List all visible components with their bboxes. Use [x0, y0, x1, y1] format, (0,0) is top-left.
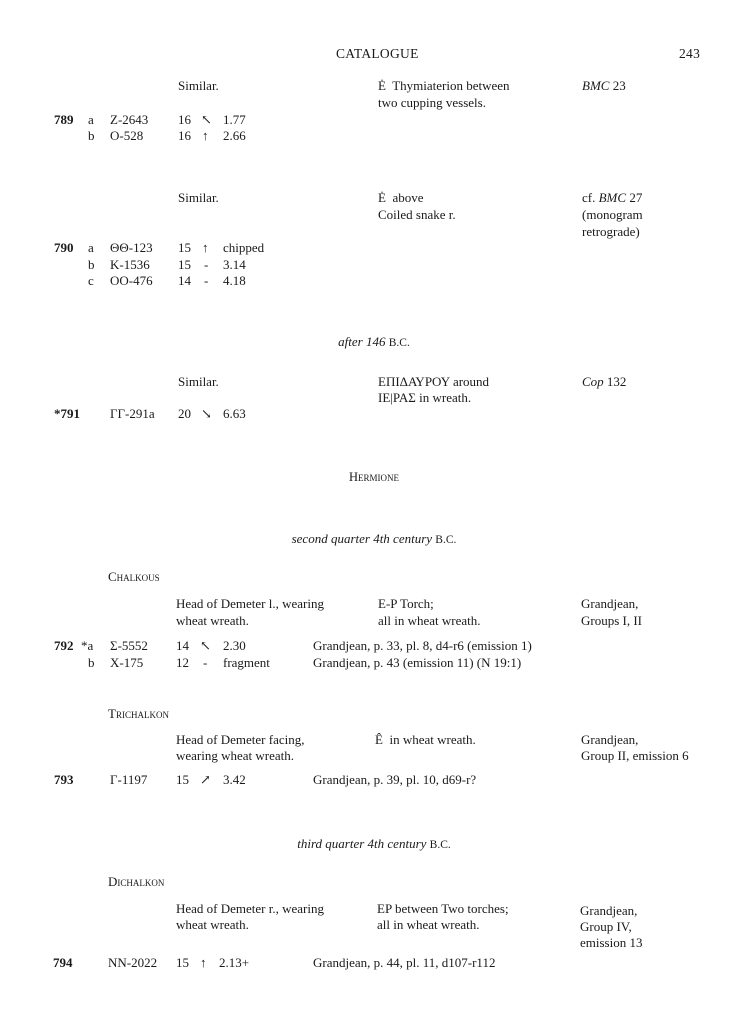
- reference-number: 132: [606, 374, 627, 389]
- reference: Grandjean,: [580, 903, 638, 918]
- inventory-number: O-528: [110, 128, 144, 143]
- diameter: 12: [176, 655, 189, 670]
- reverse-desc-line2: two cupping vessels.: [378, 95, 486, 110]
- reference: [582, 78, 626, 94]
- obverse-desc-line2: wheat wreath.: [176, 917, 249, 932]
- variant-letter: b: [88, 655, 95, 670]
- reverse-text: in wheat wreath.: [389, 732, 476, 747]
- die-axis-arrow-icon: ↑: [200, 955, 207, 970]
- period-text: after 146: [338, 334, 386, 349]
- variant-letter: b: [88, 257, 95, 272]
- reference-prefix: cf.: [582, 190, 596, 205]
- obverse-desc: Similar.: [178, 78, 219, 93]
- reference-source: BMC: [582, 78, 610, 93]
- weight: 6.63: [223, 406, 246, 421]
- inventory-number: OO-476: [110, 273, 153, 288]
- reverse-mark: Ê: [375, 732, 383, 747]
- die-axis-dash: -: [204, 257, 209, 272]
- reference: [582, 190, 642, 206]
- obverse-desc: Head of Demeter l., wearing: [176, 596, 324, 611]
- bibliographic-note: Grandjean, p. 33, pl. 8, d4-r6 (emission 1): [313, 638, 532, 653]
- diameter: 20: [178, 406, 191, 421]
- diameter: 15: [178, 240, 191, 255]
- weight: fragment: [223, 655, 270, 670]
- diameter: 14: [178, 273, 191, 288]
- reference-note: (monogram: [582, 207, 643, 222]
- obverse-desc: Similar.: [178, 374, 219, 389]
- reverse-mark: Ė: [378, 78, 386, 93]
- period-text: second quarter 4th century: [291, 531, 433, 546]
- inventory-number: X-175: [110, 655, 144, 670]
- reference-source: BMC: [598, 190, 627, 205]
- die-axis-arrow-icon: ↑: [202, 240, 209, 255]
- die-axis-arrow-icon: ↗: [200, 772, 211, 787]
- die-axis-dash: -: [204, 273, 209, 288]
- reference-source: Cop: [582, 374, 604, 389]
- reverse-desc: [378, 78, 510, 94]
- entry-number: 794: [53, 955, 73, 970]
- reverse-text: Thymiaterion between: [392, 78, 510, 93]
- inventory-number: K-1536: [110, 257, 150, 272]
- weight: chipped: [223, 240, 265, 255]
- die-axis-dash: -: [203, 655, 208, 670]
- inventory-number: Z-2643: [110, 112, 149, 127]
- bibliographic-note: Grandjean, p. 43 (emission 11) (N 19:1): [313, 655, 522, 670]
- inventory-number: Γ-1197: [110, 772, 148, 787]
- period-text: third quarter 4th century: [297, 836, 427, 851]
- reference-number: 27: [629, 190, 643, 205]
- reference-number: 23: [612, 78, 626, 93]
- weight: 3.14: [223, 257, 246, 272]
- reverse-desc-line2: all in wheat wreath.: [378, 613, 481, 628]
- obverse-desc: Head of Demeter r., wearing: [176, 901, 324, 916]
- weight: 2.30: [223, 638, 246, 653]
- die-axis-arrow-icon: ↖: [201, 112, 212, 127]
- reverse-desc: ΕΠΙΔΑΥΡΟΥ around: [378, 374, 490, 389]
- reference: Grandjean,: [581, 732, 639, 747]
- bibliographic-note: Grandjean, p. 39, pl. 10, d69-r?: [313, 772, 477, 787]
- variant-letter: b: [88, 128, 95, 143]
- reverse-text: above: [392, 190, 424, 205]
- reverse-desc-line2: all in wheat wreath.: [377, 917, 480, 932]
- inventory-number: Σ-5552: [110, 638, 148, 653]
- entry-number: 790: [54, 240, 74, 255]
- period-suffix: B.C.: [429, 839, 451, 851]
- reverse-desc: EP between Two torches;: [377, 901, 509, 916]
- diameter: 15: [178, 257, 191, 272]
- entry-number: 793: [54, 772, 74, 787]
- period-heading: [0, 531, 748, 548]
- period-heading: [0, 334, 748, 351]
- denomination-heading: Chalkous: [108, 569, 160, 584]
- entry-number: *791: [54, 406, 80, 421]
- variant-letter: a: [88, 240, 94, 255]
- diameter: 15: [176, 955, 189, 970]
- diameter: 16: [178, 112, 191, 127]
- running-title: CATALOGUE: [336, 46, 419, 61]
- weight: 2.13+: [219, 955, 250, 970]
- reference: Grandjean,: [581, 596, 639, 611]
- reference-line3: emission 13: [580, 935, 643, 950]
- reference-line2: Group II, emission 6: [581, 748, 689, 763]
- weight: 4.18: [223, 273, 246, 288]
- weight: 3.42: [223, 772, 246, 787]
- reference: [582, 374, 626, 390]
- period-suffix: B.C.: [388, 337, 410, 349]
- reverse-desc-line2: ΙΕ|ΡΑΣ in wreath.: [378, 390, 472, 405]
- reverse-desc: E-P Torch;: [378, 596, 434, 611]
- inventory-number: NN-2022: [108, 955, 158, 970]
- reverse-desc: [375, 732, 476, 748]
- obverse-desc: Similar.: [178, 190, 219, 205]
- period-heading: [0, 836, 748, 853]
- die-axis-arrow-icon: ↑: [202, 128, 209, 143]
- weight: 1.77: [223, 112, 246, 127]
- reverse-mark: Ė: [378, 190, 386, 205]
- inventory-number: ΘΘ-123: [110, 240, 153, 255]
- denomination-heading: Dichalkon: [108, 874, 165, 889]
- reverse-desc-line2: Coiled snake r.: [378, 207, 456, 222]
- mint-heading: Hermione: [348, 470, 400, 484]
- denomination-heading: Trichalkon: [108, 706, 169, 721]
- period-suffix: B.C.: [435, 534, 457, 546]
- entry-number: 789: [54, 112, 74, 127]
- reference-line2: Groups I, II: [581, 613, 643, 628]
- die-axis-arrow-icon: ↘: [201, 406, 212, 421]
- reverse-desc: [378, 190, 424, 206]
- obverse-desc-line2: wearing wheat wreath.: [176, 748, 295, 763]
- diameter: 16: [178, 128, 191, 143]
- bibliographic-note: Grandjean, p. 44, pl. 11, d107-r112: [313, 955, 496, 970]
- diameter: 15: [176, 772, 189, 787]
- reference-line2: Group IV,: [580, 919, 632, 934]
- inventory-number: ΓΓ-291a: [110, 406, 155, 421]
- reference-note: retrograde): [582, 224, 640, 239]
- die-axis-arrow-icon: ↖: [200, 638, 211, 653]
- obverse-desc: Head of Demeter facing,: [176, 732, 305, 747]
- page-number: 243: [679, 46, 701, 61]
- entry-number: 792: [54, 638, 74, 653]
- obverse-desc-line2: wheat wreath.: [176, 613, 249, 628]
- variant-letter: *a: [81, 638, 94, 653]
- variant-letter: a: [88, 112, 94, 127]
- variant-letter: c: [88, 273, 94, 288]
- diameter: 14: [176, 638, 189, 653]
- weight: 2.66: [223, 128, 246, 143]
